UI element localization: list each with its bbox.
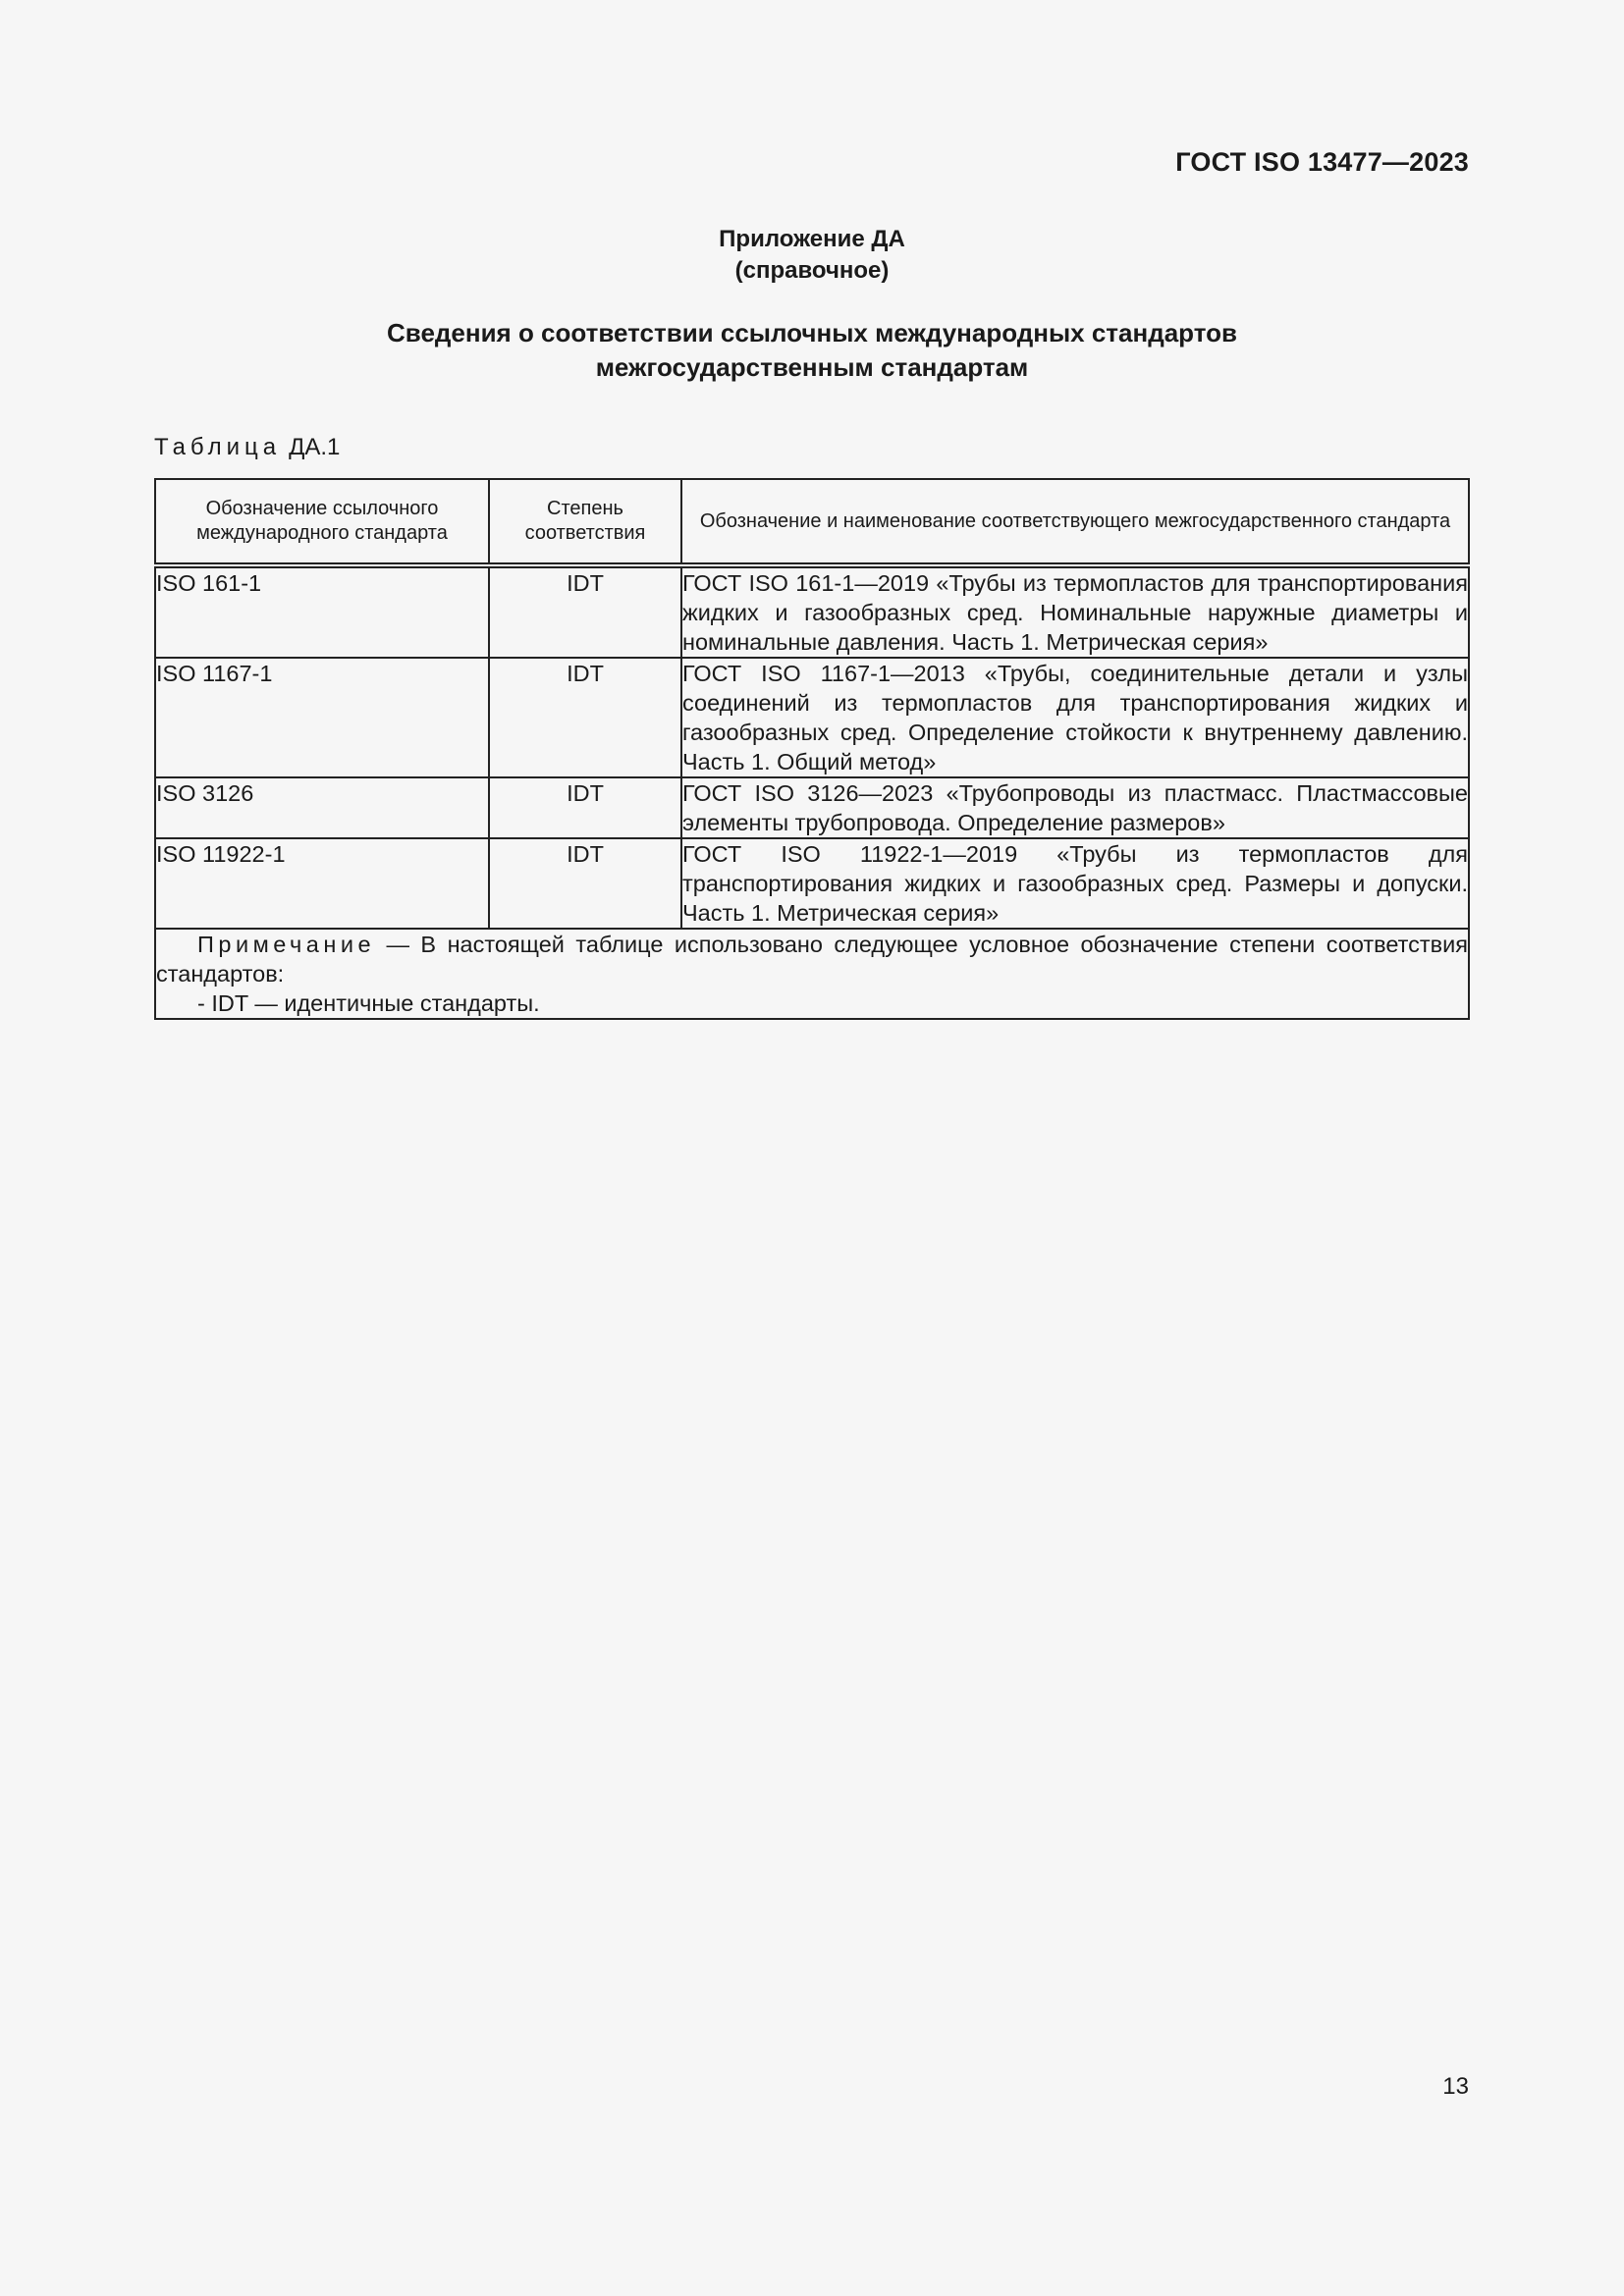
annex-subtitle: (справочное) [734, 257, 890, 284]
correspondence-table [154, 478, 1470, 1020]
cell-degree: IDT [489, 838, 681, 929]
column-header-name: Обозначение и наименование соответствующего межгосударственного стандарта [681, 479, 1469, 565]
note-text: — В настоящей таблице использовано следующее условное обозначение степени соответствия стандартов: [156, 932, 1468, 987]
table-note [155, 929, 1469, 1019]
cell-degree: IDT [489, 777, 681, 838]
cell-degree: IDT [489, 565, 681, 658]
cell-standard: ISO 1167-1 [155, 658, 489, 777]
annex-title: Приложение ДА [719, 226, 905, 252]
cell-name: ГОСТ ISO 11922-1—2019 «Трубы из термопластов для транспортирования жидких и газообразных сред. Размеры и допуски. Часть 1. Метрическая серия» [681, 838, 1469, 929]
note-paragraph [156, 930, 1468, 988]
table-row [155, 777, 1469, 838]
cell-name: ГОСТ ISO 3126—2023 «Трубопроводы из пластмасс. Пластмассовые элементы трубопровода. Определение размеров» [681, 777, 1469, 838]
table-row [155, 565, 1469, 658]
note-item: - IDT — идентичные стандарты. [197, 990, 540, 1016]
cell-standard: ISO 161-1 [155, 565, 489, 658]
cell-name: ГОСТ ISO 1167-1—2013 «Трубы, соединительные детали и узлы соединений из термопластов для транспортирования жидких и газообразных сред. Определение стойкости к внутреннему давлению. Часть 1. Общий метод» [681, 658, 1469, 777]
document-title-line-2: межгосударственным стандартам [595, 352, 1029, 382]
table-note-row [155, 929, 1469, 1019]
cell-name: ГОСТ ISO 161-1—2019 «Трубы из термопластов для транспортирования жидких и газообразных сред. Номинальные наружные диаметры и номинальные давления. Часть 1. Метрическая серия» [681, 565, 1469, 658]
cell-degree: IDT [489, 658, 681, 777]
document-code: ГОСТ ISO 13477—2023 [1175, 147, 1469, 177]
page-number: 13 [1442, 2073, 1469, 2100]
annex-heading [0, 224, 1624, 287]
table-header-row [155, 479, 1469, 565]
table-caption-number: ДА.1 [289, 434, 341, 460]
column-header-degree: Степень соответствия [489, 479, 681, 565]
column-header-standard: Обозначение ссылочного международного стандарта [155, 479, 489, 565]
table-row [155, 838, 1469, 929]
document-title-line-1: Сведения о соответствии ссылочных международных стандартов [387, 318, 1237, 347]
document-title [0, 316, 1624, 385]
table-caption [154, 434, 340, 461]
table-row [155, 658, 1469, 777]
cell-standard: ISO 11922-1 [155, 838, 489, 929]
note-label: Примечание [197, 932, 376, 957]
cell-standard: ISO 3126 [155, 777, 489, 838]
table-caption-label: Таблица [154, 434, 282, 460]
